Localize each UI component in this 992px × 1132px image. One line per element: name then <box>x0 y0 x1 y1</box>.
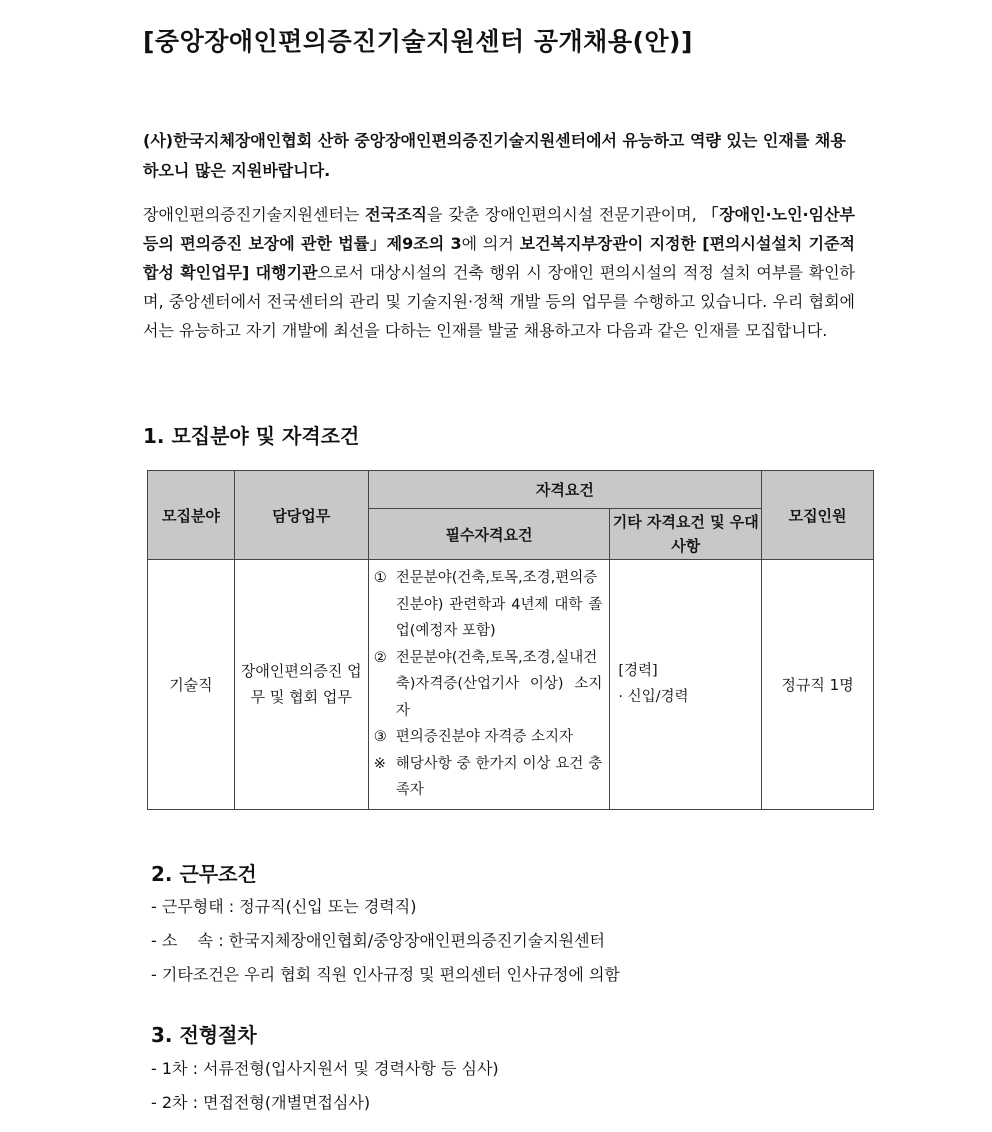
section3-heading: 3. 전형절차 <box>151 1023 257 1047</box>
header-duty: 담당업무 <box>234 471 368 560</box>
intro-text: (사)한국지체장애인협회 산하 중앙장애인편의증진기술지원센터에서 유능하고 역량 있는 인재를 채용하오니 많은 지원바랍니다. <box>143 131 846 180</box>
header-count: 모집인원 <box>762 471 874 560</box>
desc-text-1: 장애인편의증진기술지원센터는 <box>143 205 366 224</box>
list-item: - 2차 : 면접전형(개별면접심사) <box>151 1093 371 1112</box>
desc-text-2: 을 갖춘 장애인편의시설 전문기관이며, <box>427 205 703 224</box>
cell-field: 기술직 <box>148 560 235 810</box>
cell-other <box>610 560 762 810</box>
description-paragraph <box>143 200 855 345</box>
desc-bold-3: 보건복지부장관이 지정한 [편의시설설치 기준적합성 확인업무] 대행기관 <box>143 234 855 282</box>
cell-duty: 장애인편의증진 업무 및 협회 업무 <box>234 560 368 810</box>
section2-heading: 2. 근무조건 <box>151 862 257 886</box>
other-item: · 신입/경력 <box>618 689 689 706</box>
header-qualification: 자격요건 <box>368 471 761 509</box>
desc-text-4: 으로서 대상시설의 건축 행위 시 장애인 편의시설의 적정 설치 여부를 확인하며, 중앙센터에서 전국센터의 관리 및 기술지원·정책 개발 등의 업무를 수행하고 있습니다. 우리 협회에서는 유능하고 자기 개발에 최선을 다하는 인재를 발굴 채용하고자 다음과 같은 인재를 모집합니다. <box>143 263 855 340</box>
table-row <box>148 560 874 810</box>
list-item: ① 전문분야(건축,토목,조경,편의증진분야) 관련학과 4년제 대학 졸업(예정자 포함) <box>373 570 603 639</box>
header-other: 기타 자격요건 및 우대사항 <box>610 509 762 560</box>
page-title: [중앙장애인편의증진기술지원센터 공개채용(안)] <box>143 27 693 56</box>
list-item: - 근무형태 : 정규직(신입 또는 경력직) <box>151 897 417 916</box>
section2-list <box>151 890 620 992</box>
section3-list <box>151 1052 499 1120</box>
list-item: ② 전문분야(건축,토목,조경,실내건축)자격증(산업기사 이상) 소지자 <box>373 649 603 719</box>
other-title: [경력] <box>618 663 658 680</box>
header-required: 필수자격요건 <box>368 509 610 560</box>
requirements-table <box>147 470 874 810</box>
cell-count: 정규직 1명 <box>762 560 874 810</box>
header-field: 모집분야 <box>148 471 235 560</box>
desc-bold-1: 전국조직 <box>365 205 427 224</box>
list-item: - 기타조건은 우리 협회 직원 인사규정 및 편의센터 인사규정에 의함 <box>151 965 620 984</box>
list-item: - 1차 : 서류전형(입사지원서 및 경력사항 등 심사) <box>151 1059 499 1078</box>
desc-bold-2: 「장애인·노인·임산부 등의 편의증진 보장에 관한 법률」제9조의 3 <box>143 205 855 253</box>
list-item: - 소 속 : 한국지체장애인협회/중앙장애인편의증진기술지원센터 <box>151 931 606 950</box>
list-item: ③ 편의증진분야 자격증 소지자 <box>373 729 573 745</box>
desc-text-3: 에 의거 <box>461 234 520 253</box>
cell-required <box>368 560 610 810</box>
section1-heading: 1. 모집분야 및 자격조건 <box>143 424 360 448</box>
list-item: ※ 해당사항 중 한가지 이상 요건 충족자 <box>373 755 603 798</box>
